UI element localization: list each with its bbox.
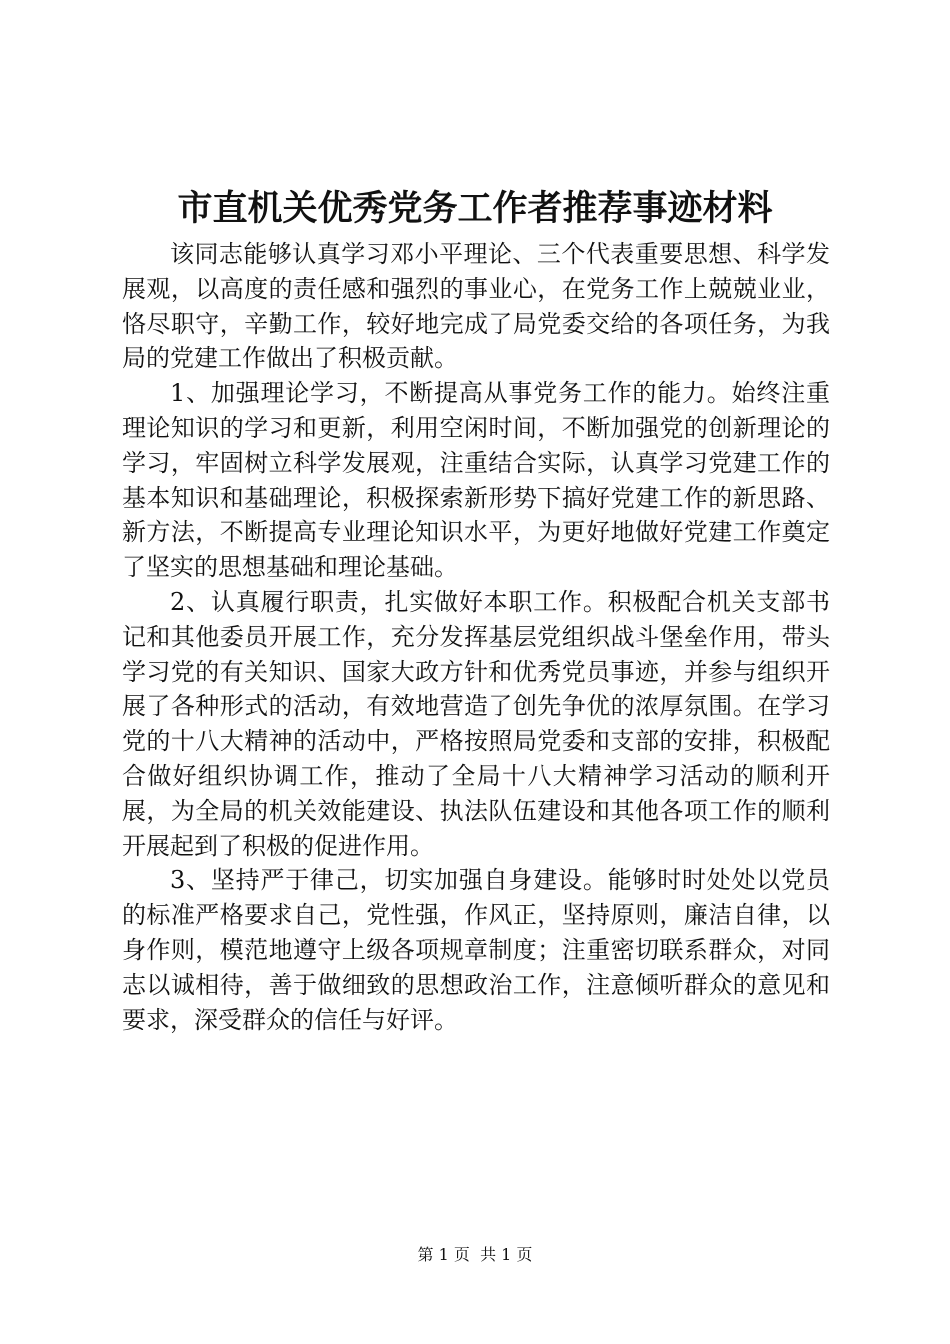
- paragraph-intro: 该同志能够认真学习邓小平理论、三个代表重要思想、科学发展观，以高度的责任感和强烈的事业心，在党务工作上兢兢业业，恪尽职守，辛勤工作，较好地完成了局党委交给的各项任务，为我局的党建工作做出了积极贡献。: [122, 240, 830, 373]
- paragraph-1: 1、加强理论学习，不断提高从事党务工作的能力。始终注重理论知识的学习和更新，利用空闲时间，不断加强党的创新理论的学习，牢固树立科学发展观，注重结合实际，认真学习党建工作的基本知识和基础理论，积极探索新形势下搞好党建工作的新思路、新方法，不断提高专业理论知识水平，为更好地做好党建工作奠定了坚实的思想基础和理论基础。: [122, 379, 830, 582]
- paragraph-3: 3、坚持严于律己，切实加强自身建设。能够时时处处以党员的标准严格要求自己，党性强，作风正，坚持原则，廉洁自律，以身作则，模范地遵守上级各项规章制度；注重密切联系群众，对同志以诚相待，善于做细致的思想政治工作，注意倾听群众的意见和要求，深受群众的信任与好评。: [122, 866, 830, 1034]
- page-footer: 第 1 页 共 1 页: [417, 1245, 533, 1264]
- paragraph-2: 2、认真履行职责，扎实做好本职工作。积极配合机关支部书记和其他委员开展工作，充分发挥基层党组织战斗堡垒作用，带头学习党的有关知识、国家大政方针和优秀党员事迹，并参与组织开展了各种形式的活动，有效地营造了创先争优的浓厚氛围。在学习党的十八大精神的活动中，严格按照局党委和支部的安排，积极配合做好组织协调工作，推动了全局十八大精神学习活动的顺利开展，为全局的机关效能建设、执法队伍建设和其他各项工作的顺利开展起到了积极的促进作用。: [122, 587, 830, 860]
- document-body: [122, 237, 830, 1037]
- document-title: 市直机关优秀党务工作者推荐事迹材料: [177, 188, 773, 229]
